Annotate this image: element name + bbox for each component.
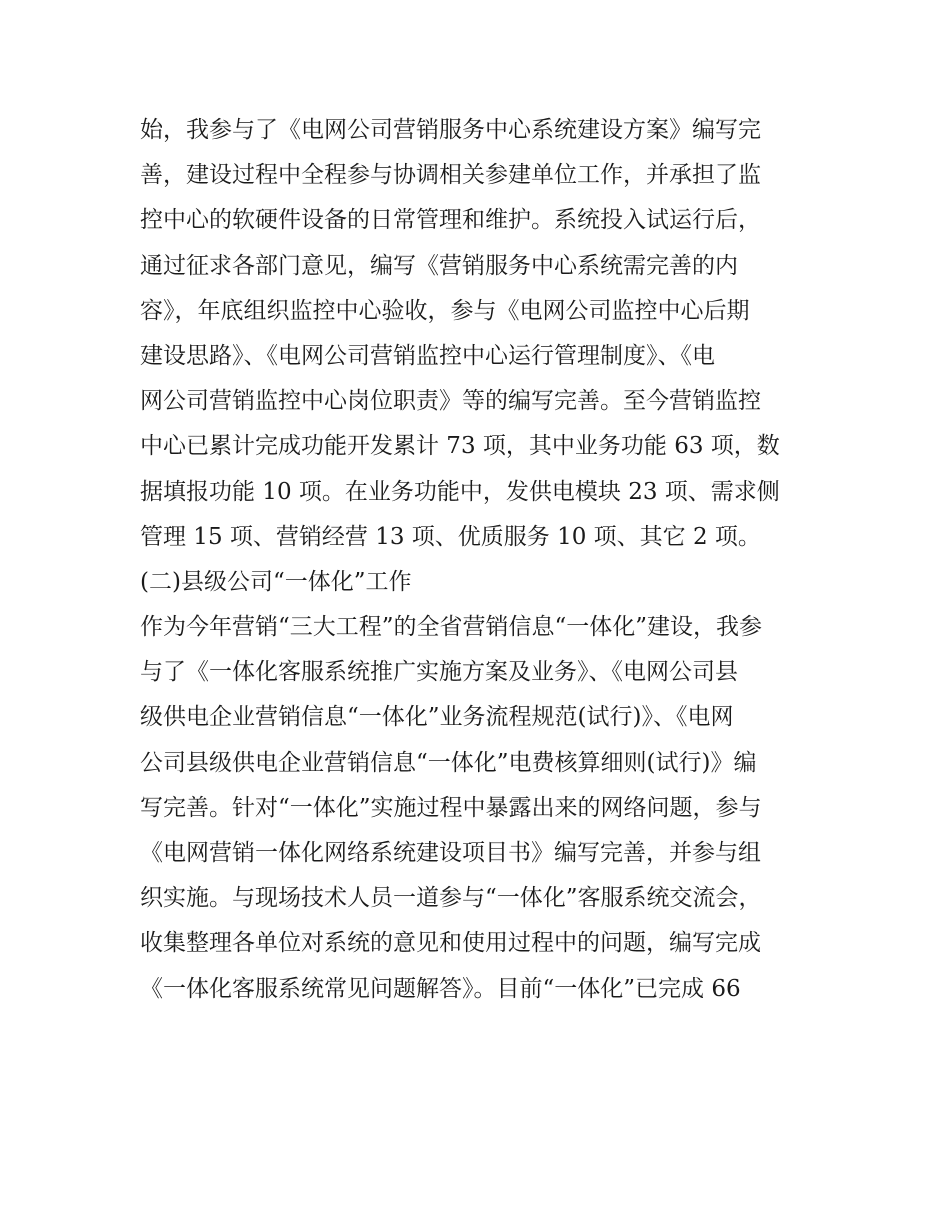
text-line: 写完善。针对“一体化”实施过程中暴露出来的网络问题，参与 <box>140 794 762 821</box>
text-line: 《电网营销一体化网络系统建设项目书》编写完善，并参与组 <box>140 840 761 866</box>
text-line: 据填报功能 10 项。在业务功能中，发供电模块 23 项、需求侧 <box>140 478 780 505</box>
text-line: 建设思路》、《电网公司营销监控中心运行管理制度》、《电 <box>140 342 715 369</box>
text-line: 与了《一体化客服系统推广实施方案及业务》、《电网公司县 <box>140 659 738 686</box>
text-line: 织实施。与现场技术人员一道参与“一体化”客服系统交流会， <box>140 885 762 912</box>
section-heading: (二)县级公司“一体化”工作 <box>140 568 412 595</box>
text-line: 级供电企业营销信息“一体化”业务流程规范(试行)》、《电网 <box>140 704 734 731</box>
text-line: 收集整理各单位对系统的意见和使用过程中的问题，编写完成 <box>140 930 761 957</box>
text-line: 中心已累计完成功能开发累计 73 项，其中业务功能 63 项，数 <box>140 433 780 460</box>
text-line: 网公司营销监控中心岗位职责》等的编写完善。至今营销监控 <box>140 388 761 415</box>
text-line: 善，建设过程中全程参与协调相关参建单位工作，并承担了监 <box>140 162 761 189</box>
text-line: 始，我参与了《电网公司营销服务中心系统建设方案》编写完 <box>140 117 761 143</box>
text-line: 控中心的软硬件设备的日常管理和维护。系统投入试运行后， <box>140 207 761 234</box>
text-line: 公司县级供电企业营销信息“一体化”电费核算细则(试行)》编 <box>140 749 757 776</box>
text-line: 通过征求各部门意见，编写《营销服务中心系统需完善的内 <box>140 252 738 279</box>
text-line: 管理 15 项、营销经营 13 项、优质服务 10 项、其它 2 项。 <box>140 523 761 550</box>
text-line: 作为今年营销“三大工程”的全省营销信息“一体化”建设，我参 <box>140 614 763 641</box>
text-line: 容》，年底组织监控中心验收，参与《电网公司监控中心后期 <box>140 297 750 324</box>
body-text <box>140 108 820 1012</box>
text-line: 《一体化客服系统常见问题解答》。目前“一体化”已完成 66 <box>140 975 741 1002</box>
